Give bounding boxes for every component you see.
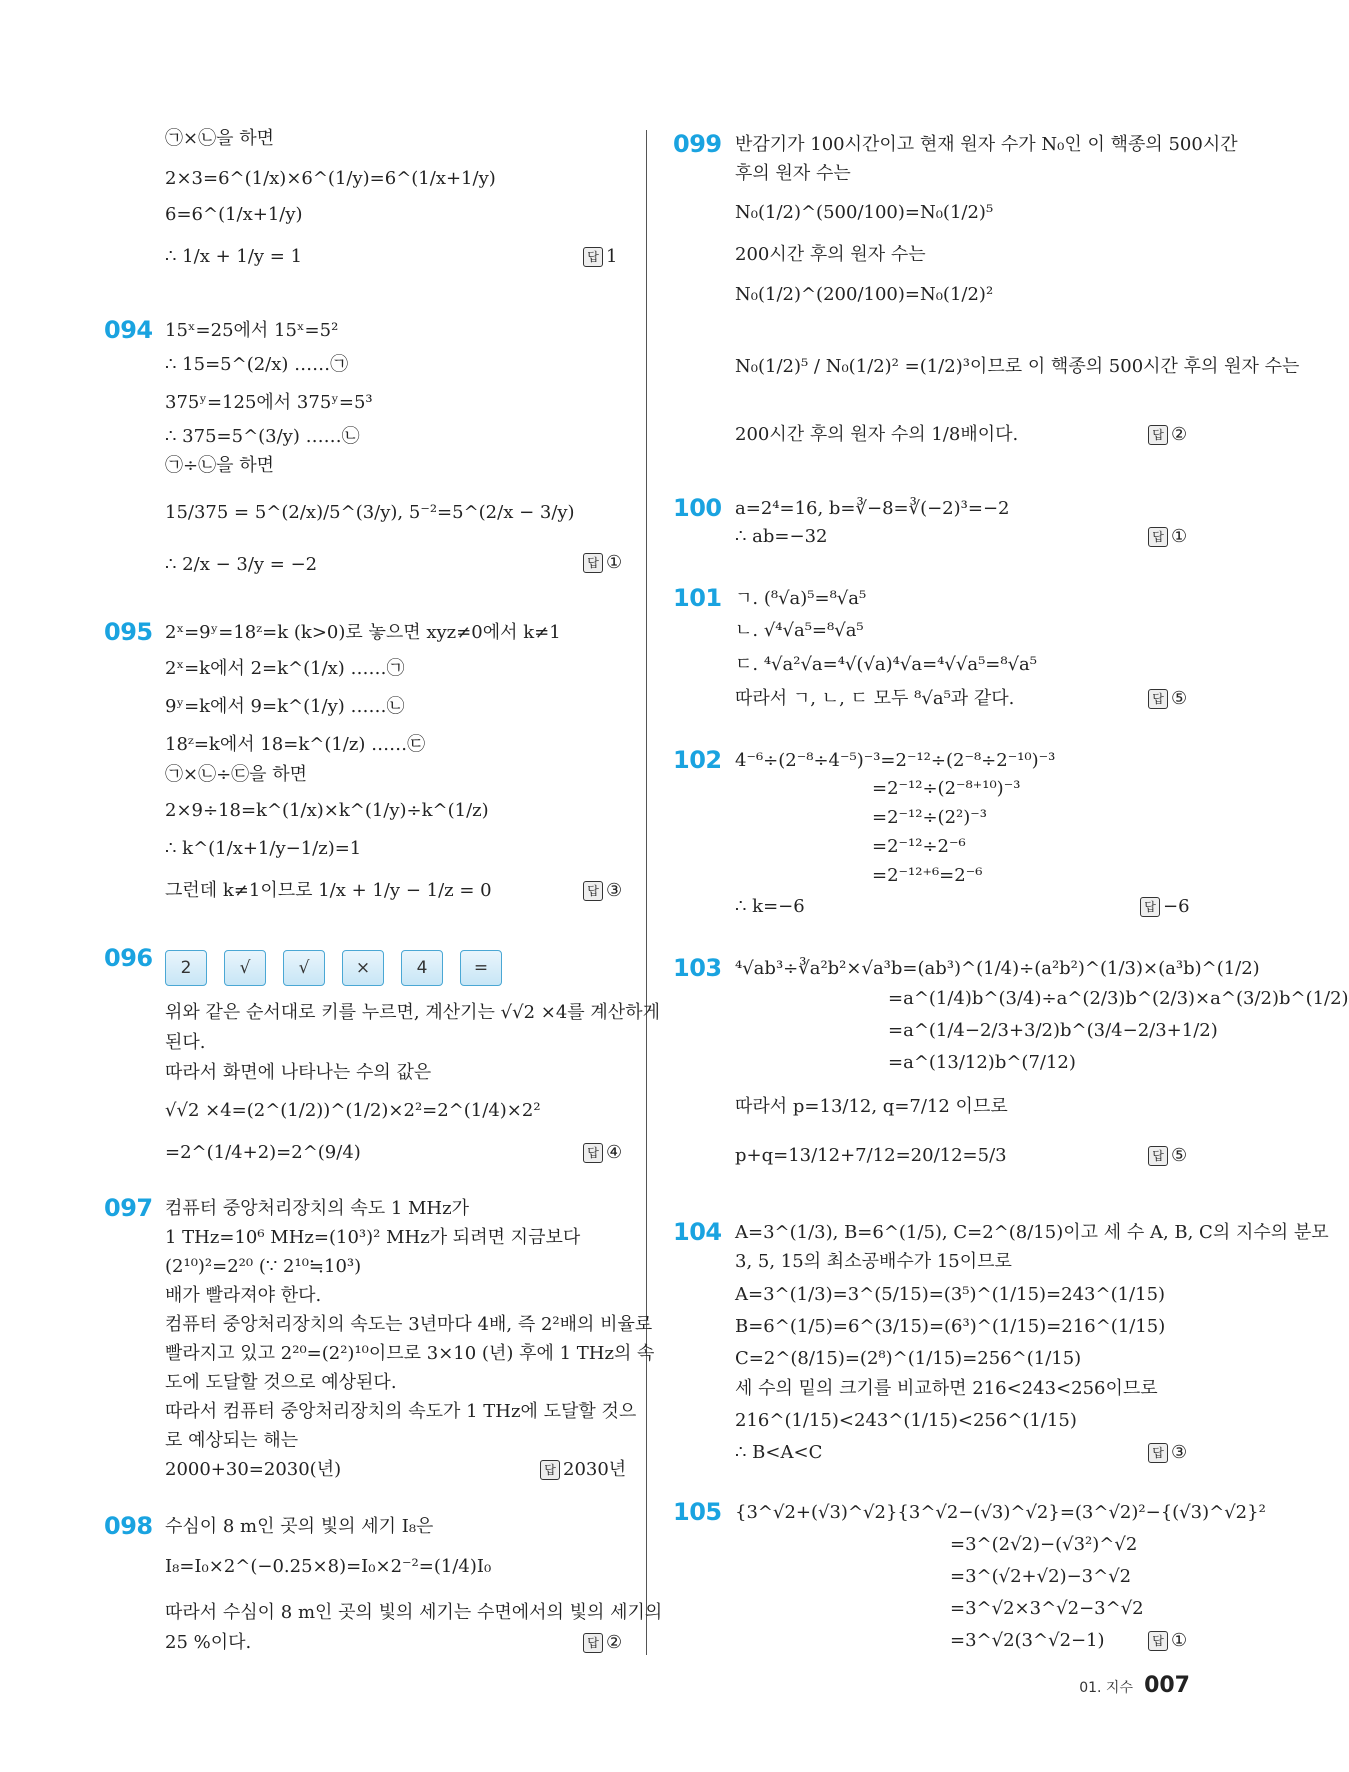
answer-label: 답 xyxy=(1148,1443,1168,1463)
column-divider xyxy=(646,130,647,1655)
solution-line: =2⁻¹²÷(2⁻⁸⁺¹⁰)⁻³ xyxy=(872,778,1021,799)
solution-line: √√2 ×4=(2^(1/2))^(1/2)×2²=2^(1/4)×2² xyxy=(165,1100,541,1121)
solution-line: A=3^(1/3), B=6^(1/5), C=2^(8/15)이고 세 수 A, B, C의 지수의 분모 xyxy=(735,1222,1329,1243)
problem-number: 098 xyxy=(104,1512,153,1540)
solution-line: =a^(1/4−2/3+3/2)b^(3/4−2/3+1/2) xyxy=(888,1020,1218,1041)
solution-line: ∴ 375=5^(3/y) ……㉡ xyxy=(165,426,360,447)
answer-badge: 답 ① xyxy=(1148,524,1187,550)
solution-line: ㉠÷㉡을 하면 xyxy=(165,455,274,476)
solution-line: 컴퓨터 중앙처리장치의 속도는 3년마다 4배, 즉 2²배의 비율로 xyxy=(165,1314,653,1335)
answer-label: 답 xyxy=(583,881,603,901)
solution-line: 빨라지고 있고 2²⁰=(2²)¹⁰이므로 3×10 (년) 후에 1 THz의 속 xyxy=(165,1343,655,1364)
answer-badge: 답 ② xyxy=(583,1630,622,1656)
answer-badge: 답 ① xyxy=(1148,1628,1187,1654)
solution-line: 2×9÷18=k^(1/x)×k^(1/y)÷k^(1/z) xyxy=(165,800,489,821)
solution-line: =3^(2√2)−(√3²)^√2 xyxy=(950,1534,1138,1555)
solution-line: =2⁻¹²÷(2²)⁻³ xyxy=(872,807,987,828)
answer-label: 답 xyxy=(1148,425,1168,445)
answer-label: 답 xyxy=(583,553,603,573)
solution-line: 3, 5, 15의 최소공배수가 15이므로 xyxy=(735,1251,1012,1272)
calculator-key-2: 2 xyxy=(165,950,207,986)
solution-line: 따라서 ㄱ, ㄴ, ㄷ 모두 ⁸√a⁵과 같다. xyxy=(735,688,1015,709)
solution-line: 따라서 p=13/12, q=7/12 이므로 xyxy=(735,1096,1008,1117)
answer-label: 답 xyxy=(583,1143,603,1163)
solution-line: I₈=I₀×2^(−0.25×8)=I₀×2⁻²=(1/4)I₀ xyxy=(165,1556,492,1577)
solution-line: 된다. xyxy=(165,1032,206,1053)
solution-line: ∴ B<A<C xyxy=(735,1442,823,1463)
solution-line: 그런데 k≠1이므로 1/x + 1/y − 1/z = 0 xyxy=(165,880,492,901)
solution-line: ∴ 1/x + 1/y = 1 xyxy=(165,246,303,267)
solution-line: 따라서 컴퓨터 중앙처리장치의 속도가 1 THz에 도달할 것으 xyxy=(165,1401,637,1422)
answer-label: 답 xyxy=(1148,1631,1168,1651)
solution-line: 세 수의 밑의 크기를 비교하면 216<243<256이므로 xyxy=(735,1378,1158,1399)
solution-line: 1 THz=10⁶ MHz=(10³)² MHz가 되려면 지금보다 xyxy=(165,1227,581,1248)
answer-badge: 답 ② xyxy=(1148,422,1187,448)
solution-line: =2⁻¹²⁺⁶=2⁻⁶ xyxy=(872,865,983,886)
answer-label: 답 xyxy=(1140,897,1160,917)
solution-line: ㄴ. √⁴√a⁵=⁸√a⁵ xyxy=(735,620,864,641)
answer-badge: 답 ① xyxy=(583,550,622,576)
solution-line: ∴ 2/x − 3/y = −2 xyxy=(165,554,318,575)
solution-line: 9ʸ=k에서 9=k^(1/y) ……㉡ xyxy=(165,696,405,717)
solution-line: =2^(1/4+2)=2^(9/4) xyxy=(165,1142,361,1163)
solution-line: 2ˣ=9ʸ=18ᶻ=k (k>0)로 놓으면 xyz≠0에서 k≠1 xyxy=(165,622,561,643)
solution-line: (2¹⁰)²=2²⁰ (∵ 2¹⁰≒10³) xyxy=(165,1256,362,1277)
solution-line: 15ˣ=25에서 15ˣ=5² xyxy=(165,320,339,341)
answer-badge: 답 ⑤ xyxy=(1148,686,1187,712)
solution-line: =3^√2×3^√2−3^√2 xyxy=(950,1598,1144,1619)
solution-line: 18ᶻ=k에서 18=k^(1/z) ……㉢ xyxy=(165,734,426,755)
solution-line: a=2⁴=16, b=∛−8=∛(−2)³=−2 xyxy=(735,498,1010,519)
page-number: 007 xyxy=(1144,1673,1190,1698)
answer-badge: 답 −6 xyxy=(1140,894,1190,920)
solution-line: C=2^(8/15)=(2⁸)^(1/15)=256^(1/15) xyxy=(735,1348,1082,1369)
answer-label: 답 xyxy=(540,1460,560,1480)
answer-label: 답 xyxy=(583,1633,603,1653)
solution-line: ㄱ. (⁸√a)⁵=⁸√a⁵ xyxy=(735,588,867,609)
calculator-key-sqrt: √ xyxy=(224,950,266,986)
problem-number: 105 xyxy=(673,1498,722,1526)
solution-line: =2⁻¹²÷2⁻⁶ xyxy=(872,836,966,857)
solution-line: 위와 같은 순서대로 키를 누르면, 계산기는 √√2 ×4를 계산하게 xyxy=(165,1002,660,1023)
solution-line: B=6^(1/5)=6^(3/15)=(6³)^(1/15)=216^(1/15) xyxy=(735,1316,1166,1337)
solution-line: =a^(13/12)b^(7/12) xyxy=(888,1052,1076,1073)
solution-line: 따라서 수심이 8 m인 곳의 빛의 세기는 수면에서의 빛의 세기의 xyxy=(165,1602,663,1623)
problem-number: 095 xyxy=(104,618,153,646)
solution-line: 2000+30=2030(년) xyxy=(165,1459,342,1480)
solution-line: ㄷ. ⁴√a²√a=⁴√(√a)⁴√a=⁴√√a⁵=⁸√a⁵ xyxy=(735,654,1037,675)
solution-line: 375ʸ=125에서 375ʸ=5³ xyxy=(165,392,373,413)
solution-line: 200시간 후의 원자 수는 xyxy=(735,244,926,265)
solution-line: ∴ k^(1/x+1/y−1/z)=1 xyxy=(165,838,362,859)
problem-number: 097 xyxy=(104,1194,153,1222)
answer-badge: 답 2030년 xyxy=(540,1457,626,1483)
chapter-label: 01. 지수 xyxy=(1079,1680,1133,1696)
problem-number: 101 xyxy=(673,584,722,612)
solution-line: 25 %이다. xyxy=(165,1632,252,1653)
page-footer xyxy=(1079,1673,1190,1698)
problem-number: 102 xyxy=(673,746,722,774)
solution-line: 반감기가 100시간이고 현재 원자 수가 N₀인 이 핵종의 500시간 xyxy=(735,134,1238,155)
solution-line: 배가 빨라져야 한다. xyxy=(165,1285,322,1306)
solution-line: 2×3=6^(1/x)×6^(1/y)=6^(1/x+1/y) xyxy=(165,168,496,189)
solution-line: N₀(1/2)^(200/100)=N₀(1/2)² xyxy=(735,284,994,305)
calculator-key-sqrt: √ xyxy=(283,950,325,986)
solution-line: 따라서 화면에 나타나는 수의 값은 xyxy=(165,1062,432,1083)
answer-label: 답 xyxy=(1148,1146,1168,1166)
solution-line: 수심이 8 m인 곳의 빛의 세기 I₈은 xyxy=(165,1516,434,1537)
solution-line: ∴ k=−6 xyxy=(735,896,805,917)
answer-badge: 답 ③ xyxy=(583,878,622,904)
answer-label: 답 xyxy=(1148,527,1168,547)
solution-line: =3^√2(3^√2−1) xyxy=(950,1630,1105,1651)
answer-badge: 답 ⑤ xyxy=(1148,1143,1187,1169)
solution-line: 2ˣ=k에서 2=k^(1/x) ……㉠ xyxy=(165,658,405,679)
solution-line: 컴퓨터 중앙처리장치의 속도 1 MHz가 xyxy=(165,1198,469,1219)
answer-badge: 답 ④ xyxy=(583,1140,622,1166)
solution-line: 4⁻⁶÷(2⁻⁸÷4⁻⁵)⁻³=2⁻¹²÷(2⁻⁸÷2⁻¹⁰)⁻³ xyxy=(735,750,1056,771)
solution-line: N₀(1/2)^(500/100)=N₀(1/2)⁵ xyxy=(735,202,994,223)
solution-line: 200시간 후의 원자 수의 1/8배이다. xyxy=(735,424,1019,445)
solution-line: ㉠×㉡÷㉢을 하면 xyxy=(165,764,308,785)
solution-line: 로 예상되는 해는 xyxy=(165,1430,299,1451)
answer-label: 답 xyxy=(1148,689,1168,709)
solution-line: ⁴√ab³÷∛a²b²×√a³b=(ab³)^(1/4)÷(a²b²)^(1/3)×(a³b)^(1/2) xyxy=(735,958,1260,979)
problem-number: 103 xyxy=(673,954,722,982)
problem-number: 094 xyxy=(104,316,153,344)
solution-line: =a^(1/4)b^(3/4)÷a^(2/3)b^(2/3)×a^(3/2)b^(1/2) xyxy=(888,988,1349,1009)
solution-line: {3^√2+(√3)^√2}{3^√2−(√3)^√2}=(3^√2)²−{(√3)^√2}² xyxy=(735,1502,1266,1523)
problem-number: 104 xyxy=(673,1218,722,1246)
solution-line: 도에 도달할 것으로 예상된다. xyxy=(165,1372,397,1393)
problem-number: 099 xyxy=(673,130,722,158)
solution-line: 216^(1/15)<243^(1/15)<256^(1/15) xyxy=(735,1410,1077,1431)
solution-line: N₀(1/2)⁵ / N₀(1/2)² =(1/2)³이므로 이 핵종의 500시간 후의 원자 수는 xyxy=(735,356,1300,377)
answer-badge: 답 ③ xyxy=(1148,1440,1187,1466)
solution-line: 15/375 = 5^(2/x)/5^(3/y), 5⁻²=5^(2/x − 3/y) xyxy=(165,502,575,523)
solution-line: 6=6^(1/x+1/y) xyxy=(165,204,303,225)
calculator-key-4: 4 xyxy=(401,950,443,986)
solution-line: A=3^(1/3)=3^(5/15)=(3⁵)^(1/15)=243^(1/15) xyxy=(735,1284,1166,1305)
calculator-key-multiply: × xyxy=(342,950,384,986)
calculator-key-equals: = xyxy=(460,950,502,986)
solution-line: =3^(√2+√2)−3^√2 xyxy=(950,1566,1132,1587)
solution-line: ∴ 15=5^(2/x) ……㉠ xyxy=(165,354,349,375)
solution-line: p+q=13/12+7/12=20/12=5/3 xyxy=(735,1145,1007,1166)
solution-line: ㉠×㉡을 하면 xyxy=(165,128,274,149)
solution-line: ∴ ab=−32 xyxy=(735,526,828,547)
solution-line: 후의 원자 수는 xyxy=(735,163,851,184)
problem-number: 096 xyxy=(104,944,153,972)
answer-badge: 답 1 xyxy=(583,244,617,270)
problem-number: 100 xyxy=(673,494,722,522)
answer-label: 답 xyxy=(583,247,603,267)
